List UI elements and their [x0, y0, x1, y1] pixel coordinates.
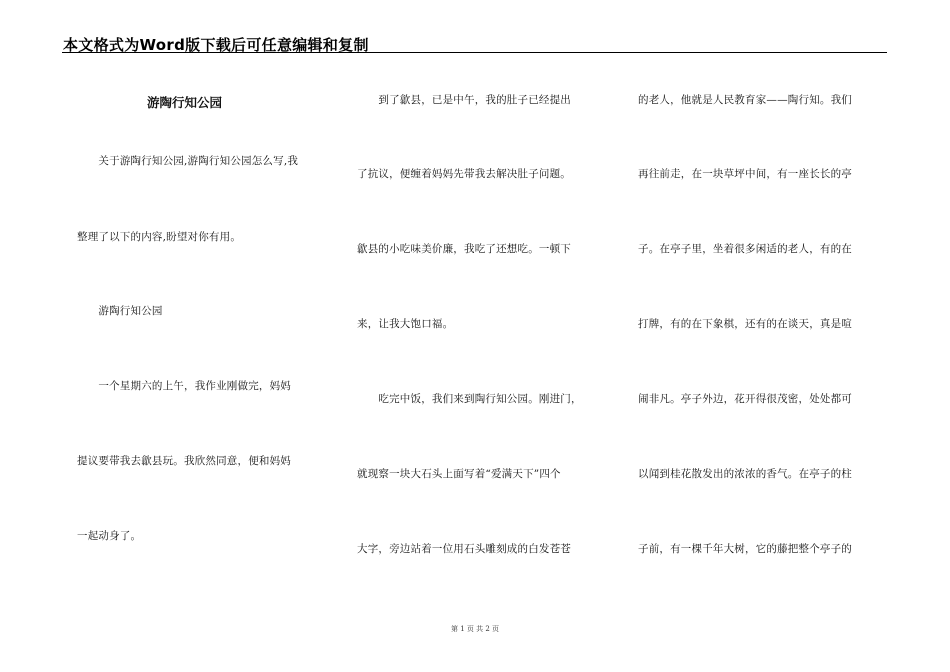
text-line: 就现察一块大石头上面写着“爱满天下”四个	[357, 468, 561, 480]
text-line: 游陶行知公园	[77, 305, 163, 317]
text-line: 关于游陶行知公园,游陶行知公园怎么写,我	[77, 155, 299, 167]
text-line: 子。在亭子里，坐着很多闲适的老人，有的在	[638, 243, 852, 255]
text-column-1	[77, 0, 322, 672]
text-line: 一个星期六的上午，我作业刚做完，妈妈	[77, 380, 291, 392]
text-line: 以闻到桂花散发出的浓浓的香气。在亭子的柱	[638, 468, 852, 480]
text-line: 来，让我大饱口福。	[357, 318, 454, 330]
text-line: 打牌，有的在下象棋，还有的在谈天，真是喧	[638, 318, 852, 330]
text-line: 整理了以下的内容,盼望对你有用。	[77, 231, 242, 243]
text-line: 吃完中饭，我们来到陶行知公园。刚进门，	[357, 393, 582, 405]
text-line: 再往前走，在一块草坪中间，有一座长长的亭	[638, 168, 852, 180]
text-line: 了抗议，便缠着妈妈先带我去解决肚子问题。	[357, 168, 571, 180]
text-line: 歙县的小吃味美价廉，我吃了还想吃。一顿下	[357, 243, 571, 255]
text-column-3	[638, 0, 883, 672]
document-title: 游陶行知公园	[147, 95, 223, 110]
page-number: 第 1 页 共 2 页	[450, 625, 500, 633]
text-line: 闹非凡。亭子外边，花开得很茂密，处处都可	[638, 393, 852, 405]
text-line: 到了歙县，已是中午，我的肚子已经提出	[357, 94, 571, 106]
text-line: 子前，有一棵千年大树，它的藤把整个亭子的	[638, 543, 852, 555]
text-line: 大字，旁边站着一位用石头雕刻成的白发苍苍	[357, 543, 571, 555]
document-header: 本文格式为Word版下载后可任意编辑和复制	[63, 36, 369, 54]
text-line: 的老人，他就是人民教育家——陶行知。我们	[638, 94, 852, 106]
text-line: 提议要带我去歙县玩。我欣然同意，便和妈妈	[77, 455, 291, 467]
text-line: 一起动身了。	[77, 530, 142, 542]
text-column-2	[357, 0, 602, 672]
